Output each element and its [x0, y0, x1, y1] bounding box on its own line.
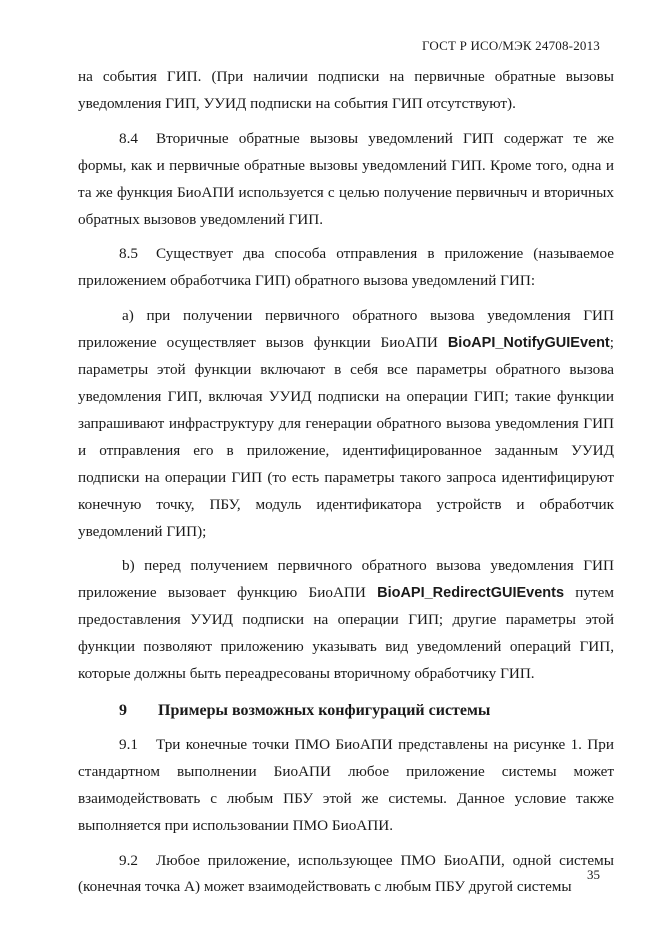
- paragraph-8-4: [78, 126, 614, 234]
- paragraph-continuation: на события ГИП. (При наличии подписки на первичные обратные вызовы уведомления ГИП, УУИД подписки на события ГИП отсутствуют).: [78, 68, 614, 112]
- document-code-header: ГОСТ Р ИСО/МЭК 24708-2013: [421, 38, 600, 53]
- list-item-a: [78, 303, 614, 545]
- section-heading: [78, 698, 614, 724]
- list-text: путем предоставления УУИД подписки на операции ГИП; другие параметры этой функции позволяют приложению указывать вид уведомлений операций ГИП, которые должны быть переадресованы вторичному обработчику ГИП.: [78, 584, 614, 683]
- page-number: 35: [587, 867, 600, 882]
- function-name: BioAPI_NotifyGUIEvent: [447, 335, 610, 352]
- section-title: Примеры возможных конфигураций системы: [158, 701, 491, 719]
- paragraph-9-2: [78, 848, 614, 902]
- function-name: BioAPI_RedirectGUIEvents: [377, 585, 565, 602]
- spacer: [78, 118, 614, 126]
- paragraph-9-1: [78, 732, 614, 840]
- clause-number: 9.1: [119, 735, 138, 753]
- paragraph-text: Существует два способа отправления в приложение (называемое приложением обработчика ГИП) обратного вызова уведомлений ГИП:: [78, 245, 614, 290]
- section-number: 9: [119, 701, 127, 719]
- list-text: а) при получении первичного обратного вызова уведомления ГИП приложение осуществляет вызов функции БиоАПИ: [78, 307, 614, 352]
- spacer: [78, 295, 614, 303]
- paragraph-text: Три конечные точки ПМО БиоАПИ представлены на рисунке 1. При стандартном выполнении БиоАПИ любое приложение системы может взаимодействовать с любым ПБУ этой же системы. Данное условие также выполняется при использовании ПМО БиоАПИ.: [78, 735, 614, 834]
- spacer: [78, 545, 614, 553]
- list-text: b) перед получением первичного обратного вызова уведомления ГИП приложение вызовает функцию БиоАПИ: [78, 557, 614, 602]
- paragraph-8-5: [78, 241, 614, 295]
- spacer: [78, 840, 614, 848]
- page-body: [78, 64, 614, 901]
- clause-number: 8.5: [119, 245, 138, 263]
- clause-number: 9.2: [119, 851, 138, 869]
- list-item-b: [78, 553, 614, 688]
- spacer: [78, 233, 614, 241]
- clause-number: 8.4: [119, 129, 138, 147]
- paragraph-text: Вторичные обратные вызовы уведомлений ГИП содержат те же формы, как и первичные обратные вызовы уведомлений ГИП. Кроме того, одна и та же функция БиоАПИ используется с целью получение первичныч и вторичных обратных вызовов уведомлений ГИП.: [78, 129, 614, 228]
- list-text: ; параметры этой функции включают в себя все параметры обратного вызова уведомления ГИП, включая УУИД подписки на операции ГИП; такие функции запрашивают инфраструктуру для генерации обратного вызова уведомления ГИП и отправления его в приложение, идентифицированное заданным УУИД подписки на операции ГИП (то есть параметры такого запроса идентифицируют конечную точку, ПБУ, модуль идентификатора устройств и обработчик уведомлений ГИП);: [78, 334, 614, 540]
- paragraph-text: Любое приложение, использующее ПМО БиоАПИ, одной системы (конечная точка А) может взаимодействовать с любым ПБУ другой системы: [78, 851, 614, 896]
